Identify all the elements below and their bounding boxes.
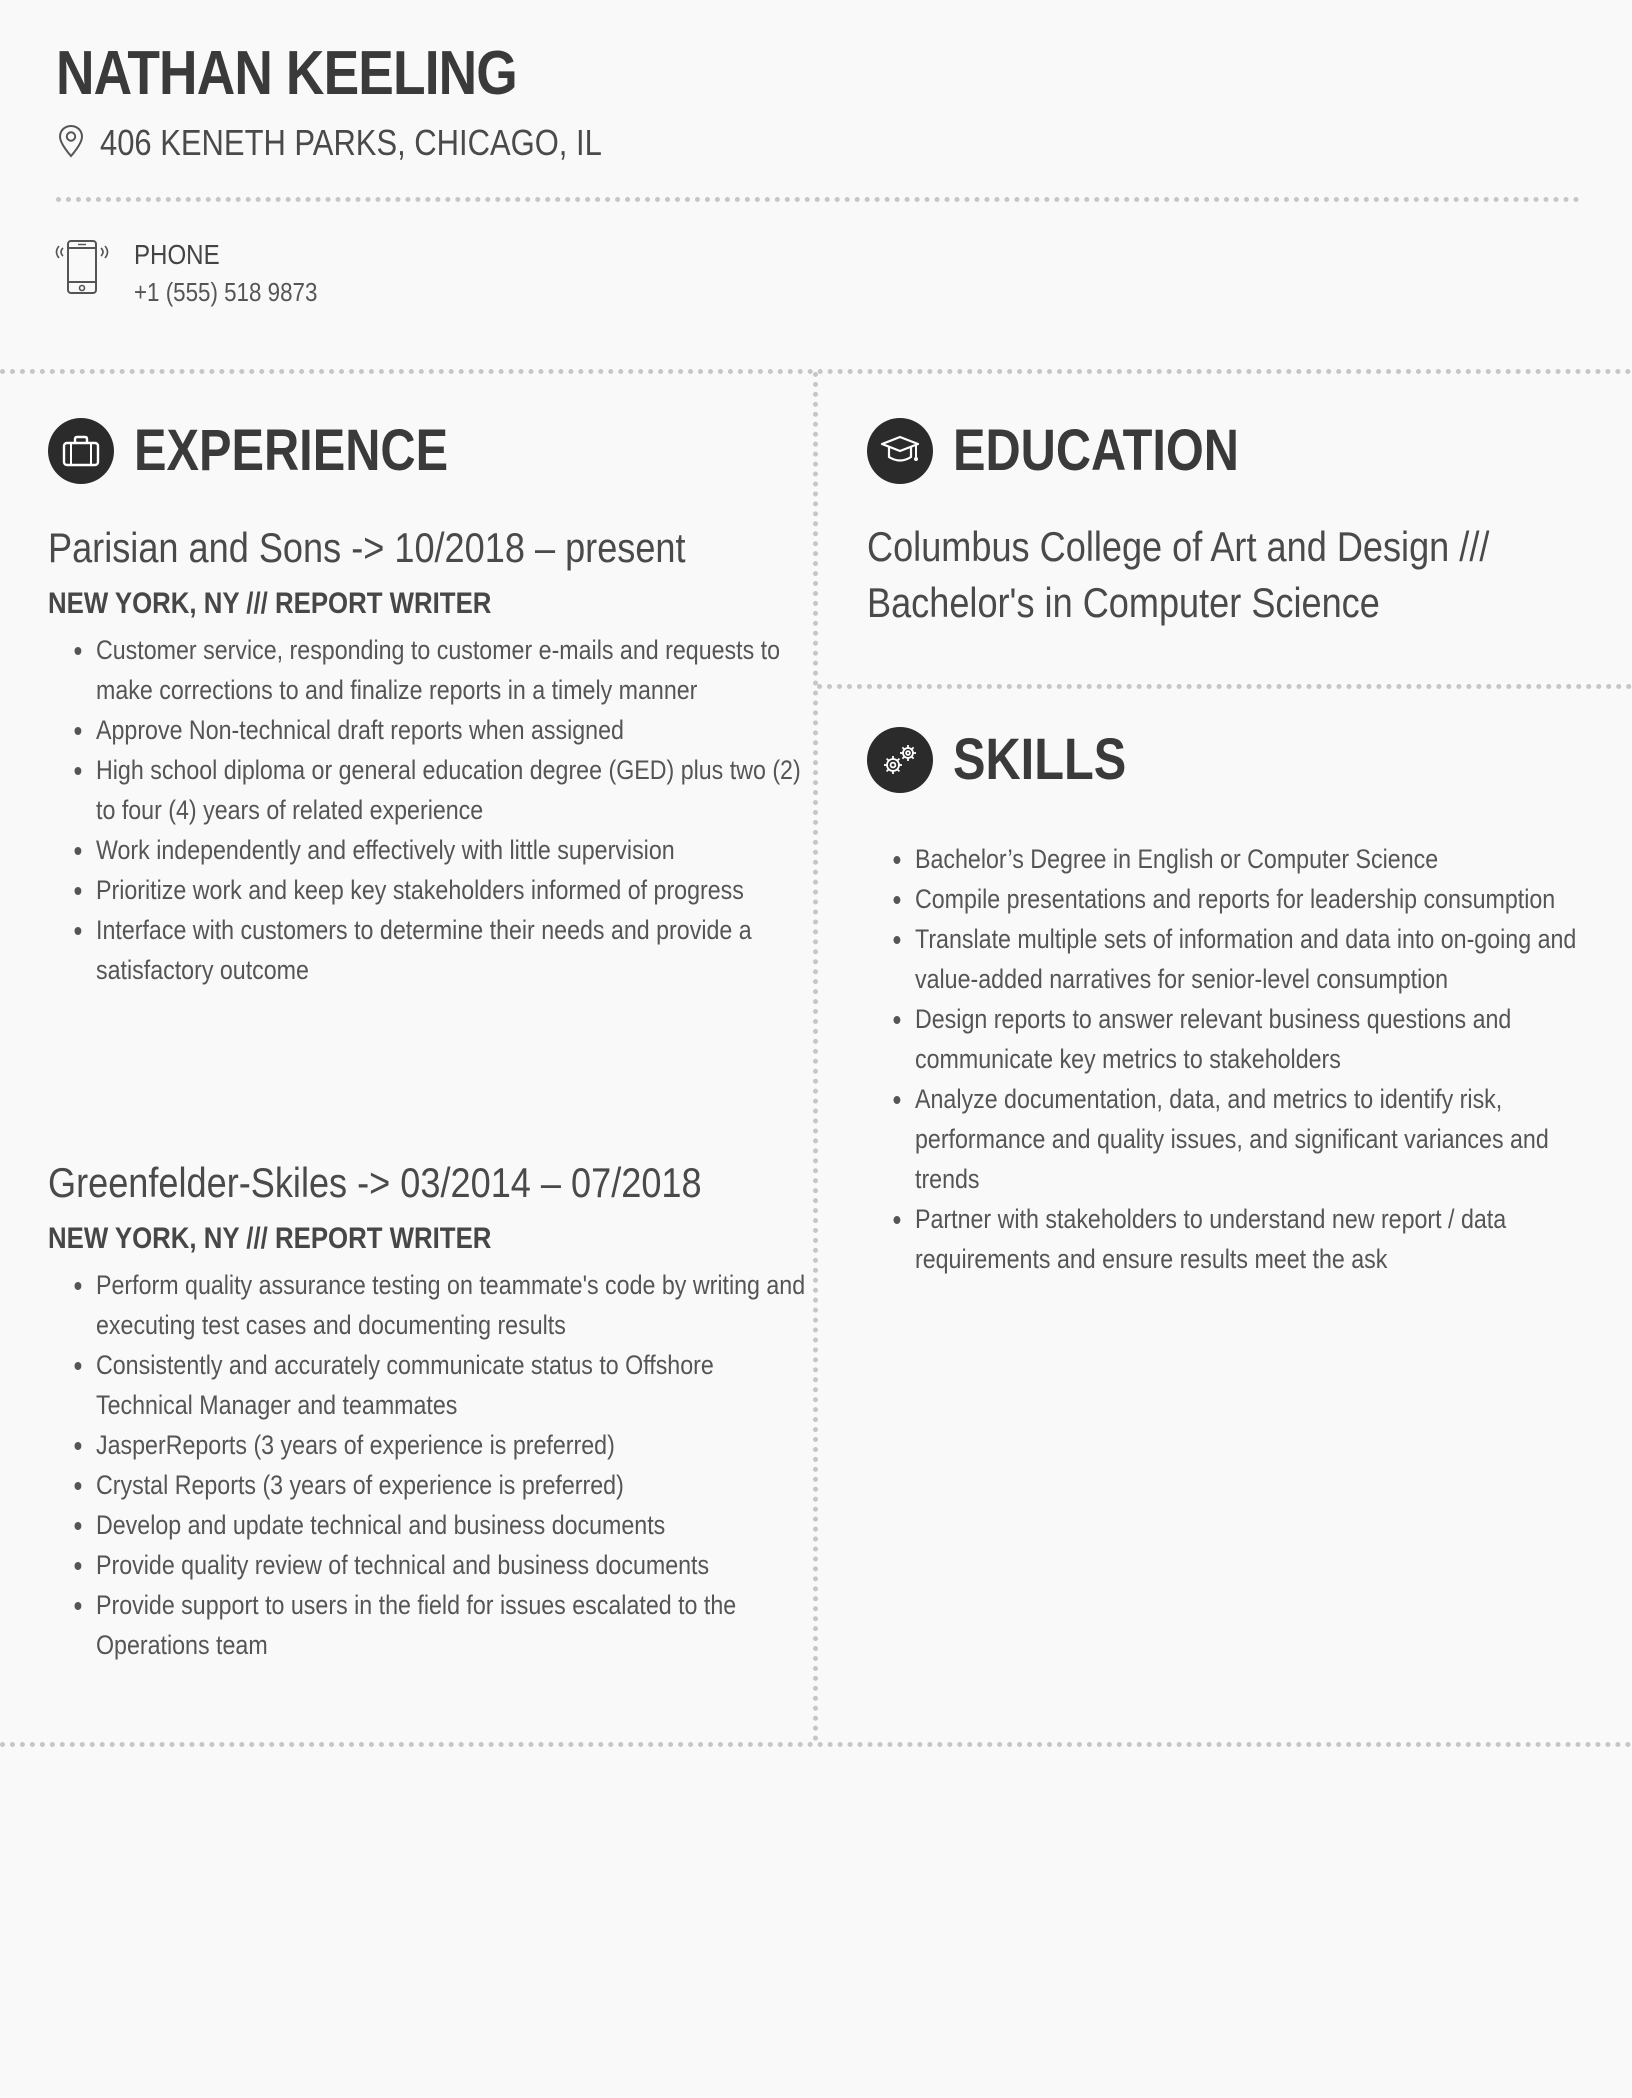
column-divider	[813, 372, 818, 1742]
list-item: Interface with customers to determine their needs and provide a satisfactory outcome	[96, 910, 806, 990]
list-item: Provide quality review of technical and business documents	[96, 1545, 806, 1585]
gears-icon	[867, 727, 933, 793]
phone-number: +1 (555) 518 9873	[134, 277, 318, 307]
experience-title: EXPERIENCE	[134, 418, 449, 483]
map-pin-icon	[58, 124, 84, 163]
job-duties-list	[48, 1265, 806, 1665]
education-skills-divider	[817, 684, 1632, 689]
job-heading: Greenfelder-Skiles -> 03/2014 – 07/2018	[48, 1159, 702, 1206]
school-name: Columbus College of Art and Design ///	[867, 523, 1490, 570]
job-location-role: NEW YORK, NY /// REPORT WRITER	[48, 1222, 492, 1255]
job-heading: Parisian and Sons -> 10/2018 – present	[48, 524, 686, 571]
job-duties-list	[48, 630, 801, 990]
list-item: Customer service, responding to customer e-mails and requests to make corrections to and finalize reports in a timely manner	[96, 630, 806, 710]
skills-title: SKILLS	[953, 727, 1127, 792]
education-heading	[867, 418, 1293, 484]
list-item: Perform quality assurance testing on teammate's code by writing and executing test cases and documenting results	[96, 1265, 806, 1345]
list-item: Translate multiple sets of information and data into on-going and value-added narratives for senior-level consumption	[915, 919, 1610, 999]
candidate-name: NATHAN KEELING	[56, 39, 517, 108]
list-item: Partner with stakeholders to understand new report / data requirements and ensure results meet the ask	[915, 1199, 1610, 1279]
job-location-role: NEW YORK, NY /// REPORT WRITER	[48, 587, 492, 620]
graduation-cap-icon	[867, 418, 933, 484]
list-item: High school diploma or general education degree (GED) plus two (2) to four (4) years of related experience	[96, 750, 806, 830]
skills-heading	[867, 727, 1159, 793]
list-item: Crystal Reports (3 years of experience is preferred)	[96, 1465, 806, 1505]
header-divider	[56, 197, 1580, 202]
list-item: Analyze documentation, data, and metrics to identify risk, performance and quality issues, and significant variances and trends	[915, 1079, 1610, 1199]
skills-block	[867, 831, 1597, 1279]
contact-phone	[54, 238, 347, 312]
list-item: JasperReports (3 years of experience is preferred)	[96, 1425, 806, 1465]
section-bottom-divider	[0, 1742, 1632, 1747]
list-item: Compile presentations and reports for leadership consumption	[915, 879, 1610, 919]
skills-list	[867, 839, 1597, 1279]
job-entry	[48, 1155, 806, 1665]
education-title: EDUCATION	[953, 418, 1239, 483]
list-item: Prioritize work and keep key stakeholders informed of progress	[96, 870, 806, 910]
briefcase-icon	[48, 418, 114, 484]
list-item: Consistently and accurately communicate status to Offshore Technical Manager and teammates	[96, 1345, 806, 1425]
degree-name: Bachelor's in Computer Science	[867, 579, 1380, 626]
contact-label: PHONE	[134, 239, 220, 270]
experience-heading	[48, 418, 508, 484]
mobile-phone-icon	[54, 238, 110, 301]
list-item: Provide support to users in the field for issues escalated to the Operations team	[96, 1585, 806, 1665]
list-item: Work independently and effectively with little supervision	[96, 830, 806, 870]
address-text: 406 KENETH PARKS, CHICAGO, IL	[100, 122, 602, 163]
job-entry	[48, 520, 801, 990]
address-row	[58, 118, 684, 168]
list-item: Develop and update technical and business documents	[96, 1505, 806, 1545]
contact-text	[134, 238, 347, 312]
list-item: Approve Non-technical draft reports when assigned	[96, 710, 806, 750]
list-item: Design reports to answer relevant business questions and communicate key metrics to stakeholders	[915, 999, 1610, 1079]
education-entry	[867, 519, 1490, 631]
list-item: Bachelor’s Degree in English or Computer Science	[915, 839, 1610, 879]
